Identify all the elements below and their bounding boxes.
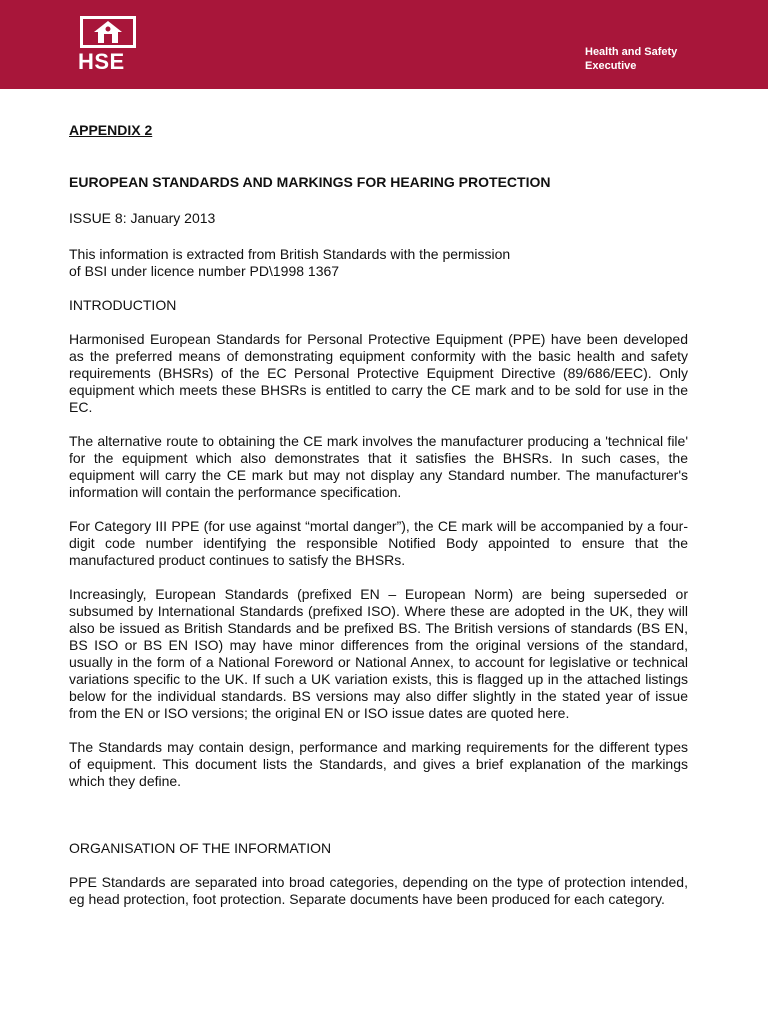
intro-paragraph-3: For Category III PPE (for use against “mortal danger”), the CE mark will be accompanied by a four-digit code number identifying the responsible Notified Body appointed to ensure that the manufactured product continues to satisfy the BHSRs. [69, 518, 688, 568]
hse-logo [78, 14, 138, 76]
organisation-name [585, 45, 735, 73]
issue-line: ISSUE 8: January 2013 [69, 210, 216, 226]
header-banner [0, 0, 768, 89]
intro-paragraph-1: Harmonised European Standards for Personal Protective Equipment (PPE) have been developed as the preferred means of demonstrating equipment conformity with the basic health and safety requirements (BHSRs) of the EC Personal Protective Equipment Directive (89/686/EEC). Only equipment which meets these BHSRs is entitled to carry the CE mark and to be sold for use in the EC. [69, 331, 688, 415]
document-title: EUROPEAN STANDARDS AND MARKINGS FOR HEARING PROTECTION [69, 174, 551, 190]
appendix-heading: APPENDIX 2 [69, 122, 153, 138]
organisation-paragraph-1: PPE Standards are separated into broad categories, depending on the type of protection intended, eg head protection, foot protection. Separate documents have been produced for each category. [69, 874, 688, 907]
permission-note [69, 246, 688, 280]
permission-line2: of BSI under licence number PD\1998 1367 [69, 263, 340, 279]
org-name-line1: Health and Safety [585, 46, 678, 58]
document-body [69, 118, 688, 908]
org-name-line2: Executive [585, 60, 637, 72]
intro-paragraph-5: The Standards may contain design, performance and marking requirements for the different types of equipment. This document lists the Standards, and gives a brief explanation of the markings which they define. [69, 739, 688, 789]
logo-text: HSE [78, 49, 125, 74]
permission-line1: This information is extracted from British Standards with the permission [69, 246, 511, 262]
introduction-heading: INTRODUCTION [69, 297, 177, 313]
organisation-heading: ORGANISATION OF THE INFORMATION [69, 840, 332, 856]
intro-paragraph-4: Increasingly, European Standards (prefixed EN – European Norm) are being superseded or subsumed by International Standards (prefixed ISO). Where these are adopted in the UK, they will also be issued as British Standards and be prefixed BS. The British versions of standards (BS EN, BS ISO or BS EN ISO) may have minor differences from the original versions of the standard, usually in the form of a National Foreword or National Annex, to account for legislative or technical variations specific to the UK. If such a UK variation exists, this is flagged up in the attached listings below for the individual standards. BS versions may also differ slightly in the stated year of issue from the EN or ISO versions; the original EN or ISO issue dates are quoted here. [69, 586, 688, 721]
intro-paragraph-2: The alternative route to obtaining the CE mark involves the manufacturer producing a 'technical file' for the equipment which also demonstrates that it satisfies the BHSRs. In such cases, the equipment will carry the CE mark but may not display any Standard number. The manufacturer's information will contain the performance specification. [69, 433, 688, 500]
hse-crest-icon [78, 14, 138, 50]
